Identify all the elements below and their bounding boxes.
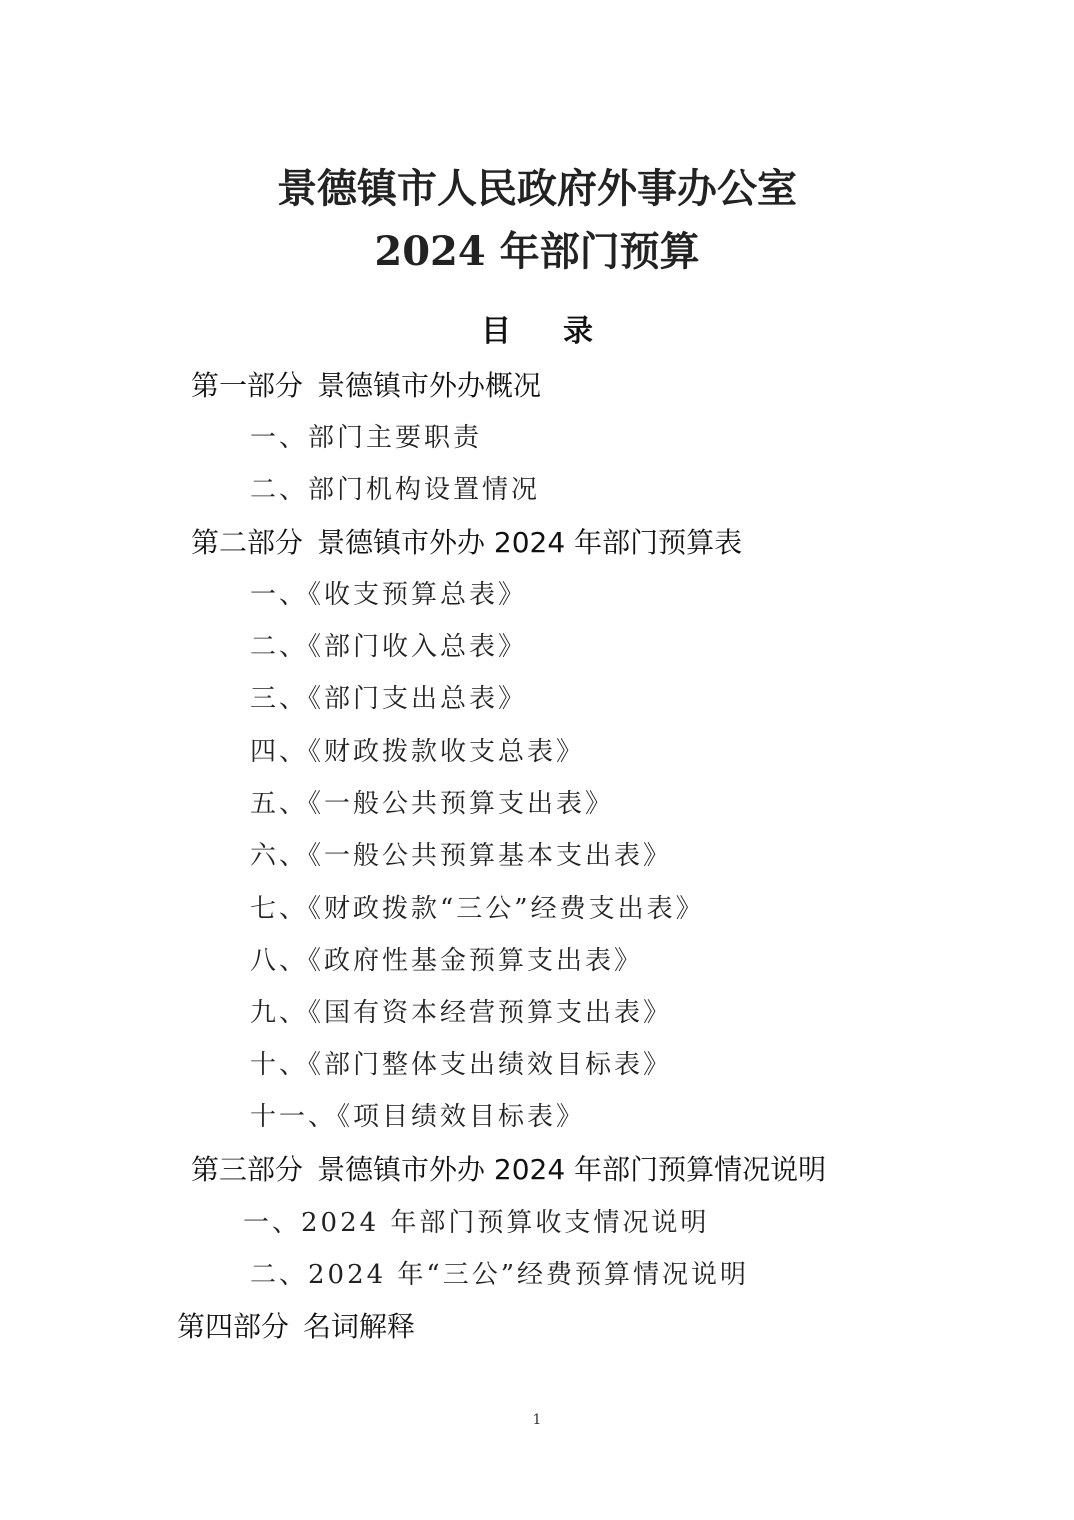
- toc-item[interactable]: 六、《一般公共预算基本支出表》: [250, 841, 673, 871]
- toc-item[interactable]: 八、《政府性基金预算支出表》: [250, 946, 644, 976]
- toc-item[interactable]: 一、《收支预算总表》: [250, 580, 528, 610]
- toc-heading: 目录: [481, 314, 645, 349]
- toc-item[interactable]: 一、部门主要职责: [250, 423, 483, 453]
- toc-part-title: 景德镇市外办概况: [317, 369, 542, 402]
- toc-part-label: 第四部分: [177, 1310, 290, 1343]
- toc-item[interactable]: 二、2024 年“三公”经费预算情况说明: [250, 1260, 750, 1290]
- toc-item[interactable]: 二、部门机构设置情况: [250, 475, 541, 505]
- document-title-line-1: 景德镇市人民政府外事办公室: [277, 165, 797, 212]
- page-number: 1: [532, 1412, 542, 1428]
- toc-part-title: 景德镇市外办 2024 年部门预算情况说明: [317, 1153, 827, 1186]
- toc-part-label: 第一部分: [191, 369, 304, 402]
- toc-part-title: 景德镇市外办 2024 年部门预算表: [317, 526, 743, 559]
- toc-item[interactable]: 一、2024 年部门预算收支情况说明: [243, 1208, 710, 1238]
- toc-item[interactable]: 四、《财政拨款收支总表》: [250, 737, 586, 767]
- toc-item[interactable]: 三、《部门支出总表》: [250, 684, 528, 714]
- toc-item[interactable]: 七、《财政拨款“三公”经费支出表》: [250, 894, 705, 924]
- document-title-line-2: 2024 年部门预算: [374, 228, 700, 275]
- toc-part-4[interactable]: [177, 1307, 415, 1347]
- toc-part-3[interactable]: [191, 1150, 826, 1190]
- toc-item[interactable]: 五、《一般公共预算支出表》: [250, 789, 615, 819]
- toc-part-label: 第三部分: [191, 1153, 304, 1186]
- toc-item[interactable]: 十、《部门整体支出绩效目标表》: [250, 1050, 673, 1080]
- toc-part-title: 名词解释: [303, 1310, 416, 1343]
- toc-item[interactable]: 九、《国有资本经营预算支出表》: [250, 998, 673, 1028]
- toc-item[interactable]: 十一、《项目绩效目标表》: [250, 1102, 586, 1132]
- toc-part-1[interactable]: [191, 366, 541, 406]
- toc-part-2[interactable]: [191, 523, 742, 563]
- toc-item[interactable]: 二、《部门收入总表》: [250, 632, 528, 662]
- toc-part-label: 第二部分: [191, 526, 304, 559]
